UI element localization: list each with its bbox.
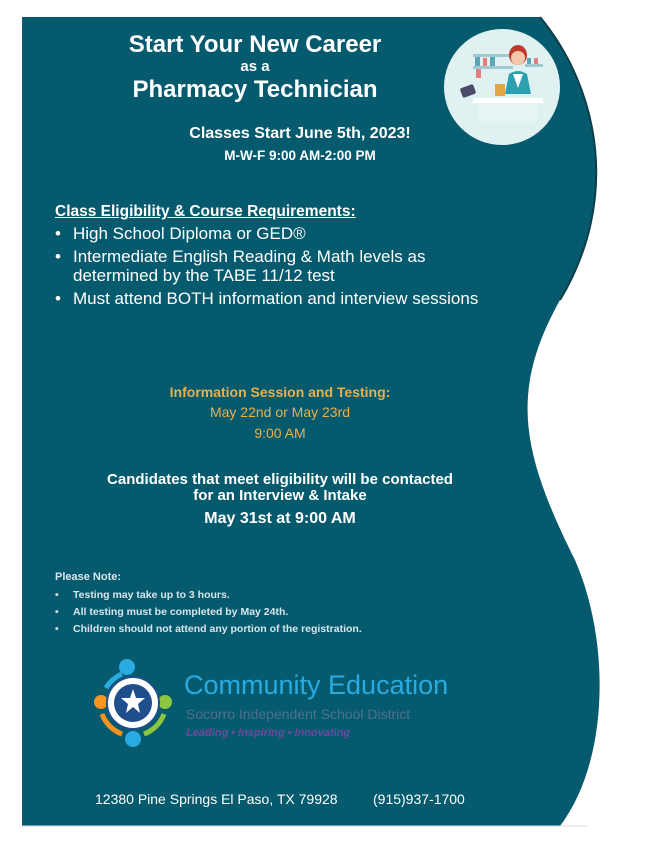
note-item: • Testing may take up to 3 hours. — [55, 587, 495, 604]
org-tagline: Leading • Inspiring • Innovating — [186, 727, 351, 739]
title-as-a: as a — [240, 58, 270, 75]
interview-date: May 31st at 9:00 AM — [204, 510, 356, 527]
requirement-item: • High School Diploma or GED® — [55, 224, 495, 243]
candidates-line-2: for an Interview & Intake — [193, 487, 367, 504]
notes-list — [55, 587, 495, 638]
note-heading: Please Note: — [55, 571, 122, 583]
requirements-list — [55, 224, 495, 312]
org-district: Socorro Independent School District — [186, 706, 411, 722]
title-line-1: Start Your New Career — [128, 31, 382, 58]
info-session-dates: May 22nd or May 23rd — [209, 404, 351, 420]
district-seal-logo-icon — [92, 658, 176, 750]
note-item: • All testing must be completed by May 24th. — [55, 604, 495, 621]
requirement-item: • Intermediate English Reading & Math levels as determined by the TABE 11/12 test — [55, 247, 495, 285]
title-line-2: Pharmacy Technician — [132, 76, 378, 103]
requirements-heading: Class Eligibility & Course Requirements: — [55, 203, 356, 220]
footer-address: 12380 Pine Springs El Paso, TX 79928 — [95, 791, 338, 807]
note-item: • Children should not attend any portion of the registration. — [55, 621, 495, 638]
candidates-line-1: Candidates that meet eligibility will be contacted — [107, 471, 453, 488]
requirement-item: • Must attend BOTH information and interview sessions — [55, 289, 495, 308]
footer-phone: (915)937-1700 — [373, 791, 465, 807]
class-schedule: M-W-F 9:00 AM-2:00 PM — [224, 148, 376, 163]
info-session-time: 9:00 AM — [254, 425, 306, 441]
classes-start: Classes Start June 5th, 2023! — [189, 125, 411, 142]
info-session-heading: Information Session and Testing: — [169, 384, 391, 400]
org-name: Community Education — [184, 670, 449, 700]
